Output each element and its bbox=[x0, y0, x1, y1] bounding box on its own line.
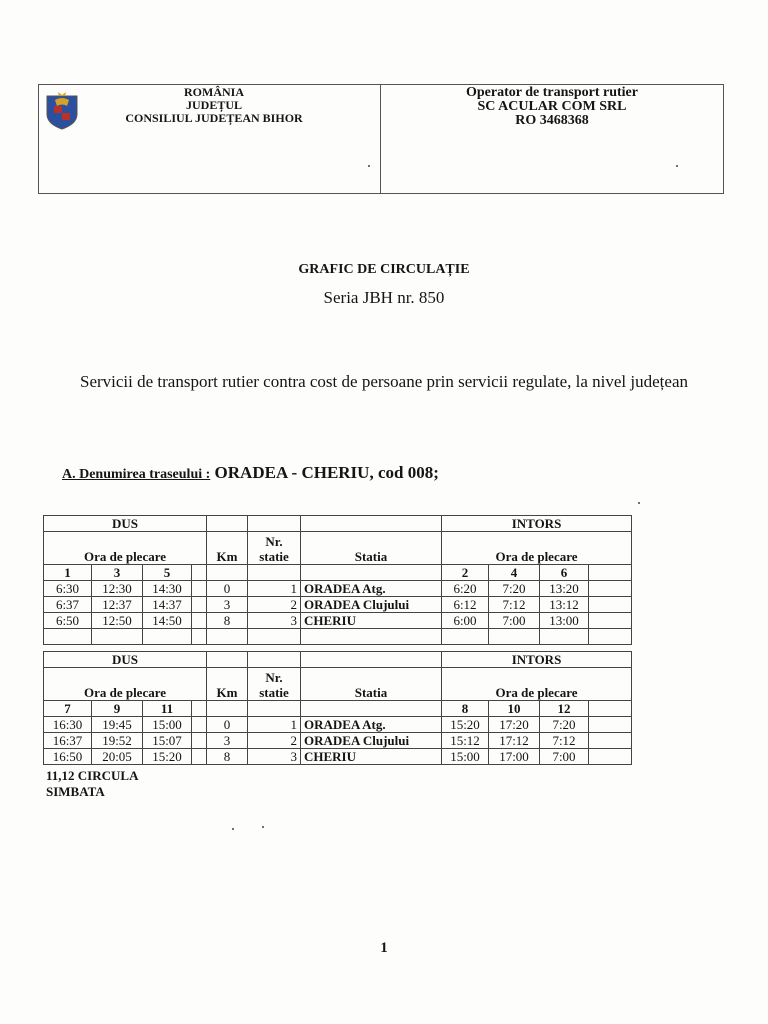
intors-header: INTORS bbox=[442, 652, 632, 668]
course-number-row bbox=[44, 565, 632, 581]
course-number-row bbox=[44, 701, 632, 717]
document-description: Servicii de transport rutier contra cost de persoane prin servicii regulate, la nivel județean bbox=[80, 372, 688, 391]
document-title: GRAFIC DE CIRCULAȚIE bbox=[298, 262, 470, 277]
authority-county: JUDEȚUL bbox=[185, 98, 242, 112]
table-row: 16:37 19:52 15:07 3 2 ORADEA Clujului 15:12 17:12 7:12 bbox=[44, 733, 632, 749]
table-row: 6:50 12:50 14:50 8 3 CHERIU 6:00 7:00 13:00 bbox=[44, 613, 632, 629]
course-number: 12 bbox=[540, 701, 589, 717]
route-name: ORADEA - CHERIU, cod 008; bbox=[210, 463, 439, 482]
authority-country: ROMÂNIA bbox=[184, 85, 244, 99]
statia-header: Statia bbox=[301, 532, 442, 565]
table-row: 6:30 12:30 14:30 0 1 ORADEA Atg. 6:20 7:20 13:20 bbox=[44, 581, 632, 597]
intors-ora-plecare: Ora de plecare bbox=[442, 532, 632, 565]
station-name: CHERIU bbox=[301, 613, 442, 629]
table-row: 16:30 19:45 15:00 0 1 ORADEA Atg. 15:20 17:20 7:20 bbox=[44, 717, 632, 733]
nr-statie-header: Nr. statie bbox=[248, 668, 301, 701]
header-authority bbox=[39, 85, 381, 193]
dus-ora-plecare: Ora de plecare bbox=[44, 532, 207, 565]
footnote-line-1: 11,12 CIRCULA bbox=[46, 768, 139, 783]
course-number: 4 bbox=[489, 565, 540, 581]
scan-speck bbox=[638, 502, 640, 504]
statia-header: Statia bbox=[301, 668, 442, 701]
table-row: 16:50 20:05 15:20 8 3 CHERIU 15:00 17:00 7:00 bbox=[44, 749, 632, 765]
route-heading bbox=[62, 463, 439, 483]
km-header: Km bbox=[207, 668, 248, 701]
course-number: 8 bbox=[442, 701, 489, 717]
course-number: 2 bbox=[442, 565, 489, 581]
station-name: ORADEA Clujului bbox=[301, 733, 442, 749]
course-number: 11 bbox=[143, 701, 192, 717]
scan-speck bbox=[676, 165, 678, 167]
course-number: 7 bbox=[44, 701, 92, 717]
table-empty-row bbox=[44, 629, 632, 645]
operator-text bbox=[381, 86, 723, 128]
course-number: 5 bbox=[143, 565, 192, 581]
scan-speck bbox=[368, 165, 370, 167]
station-name: CHERIU bbox=[301, 749, 442, 765]
header-operator bbox=[381, 85, 723, 193]
course-number: 10 bbox=[489, 701, 540, 717]
page-number: 1 bbox=[380, 940, 388, 956]
station-name: ORADEA Atg. bbox=[301, 717, 442, 733]
table-header-row bbox=[44, 652, 632, 668]
footnote bbox=[46, 768, 186, 800]
course-number: 3 bbox=[92, 565, 143, 581]
operator-title: Operator de transport rutier bbox=[466, 85, 638, 100]
km-header: Km bbox=[207, 532, 248, 565]
footnote-line-2: SIMBATA bbox=[46, 784, 105, 799]
schedule-table-1 bbox=[43, 515, 632, 645]
authority-text bbox=[99, 86, 329, 125]
course-number: 1 bbox=[44, 565, 92, 581]
romania-coat-of-arms-icon bbox=[43, 90, 81, 130]
dus-header: DUS bbox=[44, 652, 207, 668]
scan-speck bbox=[262, 826, 264, 828]
nr-statie-header: Nr. statie bbox=[248, 532, 301, 565]
intors-ora-plecare: Ora de plecare bbox=[442, 668, 632, 701]
operator-vat: RO 3468368 bbox=[515, 113, 589, 128]
operator-company: SC ACULAR COM SRL bbox=[477, 99, 627, 114]
dus-header: DUS bbox=[44, 516, 207, 532]
schedule-table-2 bbox=[43, 651, 632, 765]
course-number: 6 bbox=[540, 565, 589, 581]
dus-ora-plecare: Ora de plecare bbox=[44, 668, 207, 701]
table-subheader-row bbox=[44, 668, 632, 701]
document-serie: Seria JBH nr. 850 bbox=[323, 288, 445, 307]
scan-speck bbox=[232, 828, 234, 830]
station-name: ORADEA Clujului bbox=[301, 597, 442, 613]
authority-council: CONSILIUL JUDEȚEAN BIHOR bbox=[125, 111, 303, 125]
route-label: A. Denumirea traseului : bbox=[62, 467, 211, 482]
course-number: 9 bbox=[92, 701, 143, 717]
table-header-row bbox=[44, 516, 632, 532]
table-subheader-row bbox=[44, 532, 632, 565]
station-name: ORADEA Atg. bbox=[301, 581, 442, 597]
header-box bbox=[38, 84, 724, 194]
table-row: 6:37 12:37 14:37 3 2 ORADEA Clujului 6:12 7:12 13:12 bbox=[44, 597, 632, 613]
intors-header: INTORS bbox=[442, 516, 632, 532]
